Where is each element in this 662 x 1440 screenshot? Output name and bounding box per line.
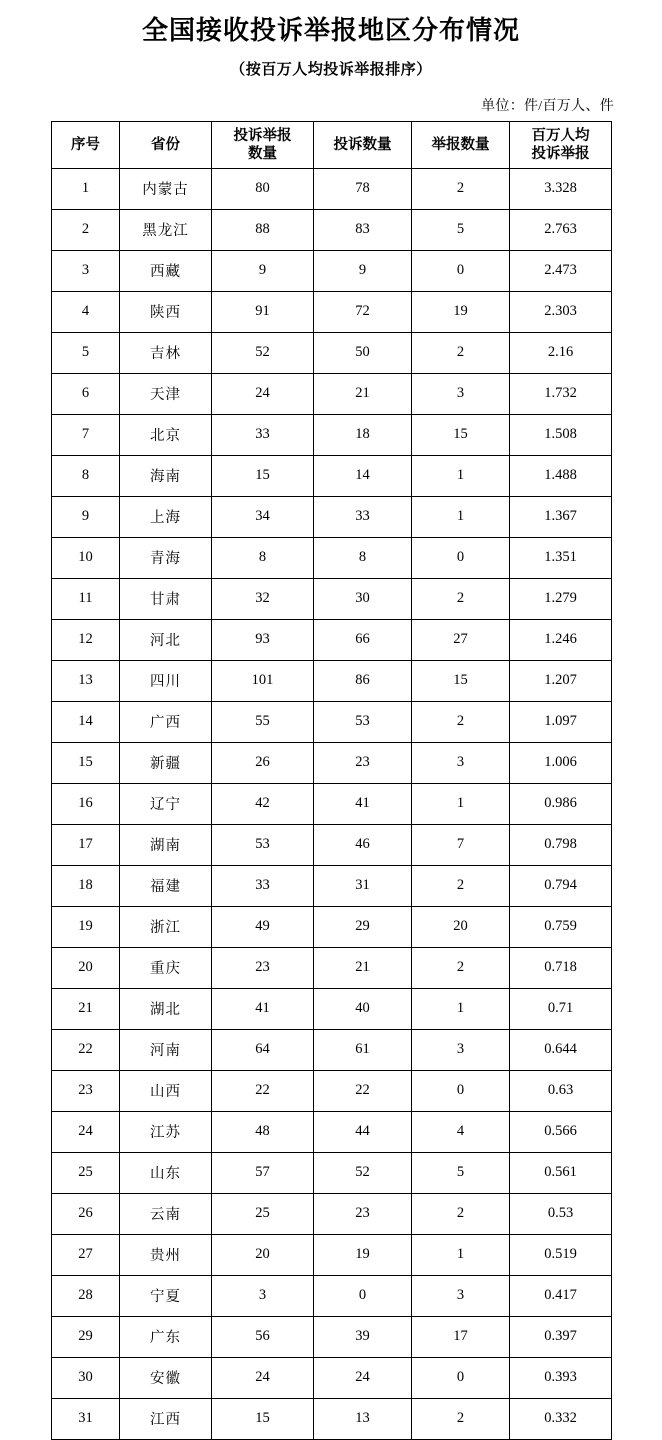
cell-index: 22: [52, 1029, 120, 1070]
cell-total: 34: [212, 496, 314, 537]
cell-reports: 15: [412, 414, 510, 455]
page-subtitle: （按百万人均投诉举报排序）: [230, 61, 432, 78]
cell-total: 48: [212, 1111, 314, 1152]
cell-reports: 0: [412, 537, 510, 578]
cell-complaints: 9: [314, 250, 412, 291]
table-row: [52, 947, 612, 988]
cell-index: 1: [52, 168, 120, 209]
cell-per-million: 2.473: [510, 250, 612, 291]
cell-province: 北京: [120, 414, 212, 455]
cell-province: 云南: [120, 1193, 212, 1234]
cell-index: 15: [52, 742, 120, 783]
document-page: [0, 14, 662, 1440]
cell-per-million: 0.63: [510, 1070, 612, 1111]
cell-per-million: 1.732: [510, 373, 612, 414]
cell-province: 青海: [120, 537, 212, 578]
cell-province: 湖北: [120, 988, 212, 1029]
table-row: [52, 373, 612, 414]
cell-complaints: 46: [314, 824, 412, 865]
cell-total: 41: [212, 988, 314, 1029]
cell-complaints: 53: [314, 701, 412, 742]
table-row: [52, 701, 612, 742]
cell-reports: 2: [412, 701, 510, 742]
cell-total: 33: [212, 414, 314, 455]
table-row: [52, 1275, 612, 1316]
cell-complaints: 33: [314, 496, 412, 537]
cell-index: 23: [52, 1070, 120, 1111]
cell-province: 贵州: [120, 1234, 212, 1275]
table-row: [52, 496, 612, 537]
cell-complaints: 21: [314, 373, 412, 414]
cell-complaints: 66: [314, 619, 412, 660]
cell-reports: 1: [412, 455, 510, 496]
cell-total: 80: [212, 168, 314, 209]
cell-index: 25: [52, 1152, 120, 1193]
cell-index: 30: [52, 1357, 120, 1398]
cell-province: 四川: [120, 660, 212, 701]
table-row: [52, 619, 612, 660]
cell-reports: 2: [412, 1398, 510, 1439]
cell-total: 23: [212, 947, 314, 988]
cell-index: 26: [52, 1193, 120, 1234]
column-header-per-million-line2: 投诉举报: [531, 145, 590, 162]
cell-reports: 2: [412, 947, 510, 988]
column-header-per-million-line1: 百万人均: [531, 127, 590, 144]
cell-total: 9: [212, 250, 314, 291]
cell-total: 26: [212, 742, 314, 783]
cell-complaints: 50: [314, 332, 412, 373]
cell-per-million: 2.16: [510, 332, 612, 373]
cell-total: 8: [212, 537, 314, 578]
table-row: [52, 783, 612, 824]
cell-complaints: 31: [314, 865, 412, 906]
cell-reports: 27: [412, 619, 510, 660]
cell-province: 陕西: [120, 291, 212, 332]
table-row: [52, 332, 612, 373]
cell-reports: 0: [412, 1357, 510, 1398]
cell-complaints: 19: [314, 1234, 412, 1275]
cell-index: 18: [52, 865, 120, 906]
cell-index: 29: [52, 1316, 120, 1357]
table-row: [52, 414, 612, 455]
cell-index: 12: [52, 619, 120, 660]
cell-province: 内蒙古: [120, 168, 212, 209]
cell-reports: 2: [412, 578, 510, 619]
cell-per-million: 1.351: [510, 537, 612, 578]
cell-reports: 5: [412, 1152, 510, 1193]
cell-index: 14: [52, 701, 120, 742]
cell-province: 宁夏: [120, 1275, 212, 1316]
cell-index: 31: [52, 1398, 120, 1439]
page-title: 全国接收投诉举报地区分布情况: [141, 16, 520, 45]
cell-province: 江西: [120, 1398, 212, 1439]
cell-complaints: 78: [314, 168, 412, 209]
table-row: [52, 455, 612, 496]
cell-province: 新疆: [120, 742, 212, 783]
cell-per-million: 0.644: [510, 1029, 612, 1070]
table-row: [52, 1152, 612, 1193]
column-header-per-million: [510, 121, 612, 168]
cell-reports: 17: [412, 1316, 510, 1357]
table-row: [52, 1398, 612, 1439]
cell-reports: 3: [412, 1275, 510, 1316]
cell-total: 24: [212, 1357, 314, 1398]
cell-reports: 2: [412, 332, 510, 373]
cell-province: 浙江: [120, 906, 212, 947]
cell-total: 56: [212, 1316, 314, 1357]
cell-complaints: 14: [314, 455, 412, 496]
cell-province: 河北: [120, 619, 212, 660]
cell-total: 25: [212, 1193, 314, 1234]
column-header-total-line1: 投诉举报: [233, 127, 292, 144]
cell-province: 甘肃: [120, 578, 212, 619]
cell-total: 64: [212, 1029, 314, 1070]
table-row: [52, 1029, 612, 1070]
cell-province: 山西: [120, 1070, 212, 1111]
cell-complaints: 40: [314, 988, 412, 1029]
table-row: [52, 291, 612, 332]
cell-per-million: 3.328: [510, 168, 612, 209]
cell-index: 10: [52, 537, 120, 578]
cell-complaints: 30: [314, 578, 412, 619]
table-container: [51, 121, 611, 1440]
cell-province: 海南: [120, 455, 212, 496]
table-row: [52, 1070, 612, 1111]
cell-complaints: 13: [314, 1398, 412, 1439]
table-row: [52, 988, 612, 1029]
cell-complaints: 39: [314, 1316, 412, 1357]
cell-per-million: 1.097: [510, 701, 612, 742]
cell-province: 吉林: [120, 332, 212, 373]
cell-total: 52: [212, 332, 314, 373]
cell-province: 天津: [120, 373, 212, 414]
table-row: [52, 906, 612, 947]
cell-complaints: 23: [314, 1193, 412, 1234]
cell-province: 河南: [120, 1029, 212, 1070]
cell-index: 17: [52, 824, 120, 865]
cell-complaints: 24: [314, 1357, 412, 1398]
cell-complaints: 22: [314, 1070, 412, 1111]
cell-per-million: 1.508: [510, 414, 612, 455]
cell-province: 西藏: [120, 250, 212, 291]
cell-province: 福建: [120, 865, 212, 906]
table-row: [52, 1234, 612, 1275]
cell-complaints: 86: [314, 660, 412, 701]
cell-reports: 2: [412, 1193, 510, 1234]
cell-reports: 19: [412, 291, 510, 332]
cell-total: 20: [212, 1234, 314, 1275]
table-row: [52, 168, 612, 209]
cell-reports: 3: [412, 373, 510, 414]
cell-index: 2: [52, 209, 120, 250]
cell-reports: 3: [412, 742, 510, 783]
cell-province: 江苏: [120, 1111, 212, 1152]
table-body: [52, 168, 612, 1439]
cell-total: 93: [212, 619, 314, 660]
cell-total: 3: [212, 1275, 314, 1316]
cell-complaints: 52: [314, 1152, 412, 1193]
column-header-complaints: 投诉数量: [314, 121, 412, 168]
cell-total: 15: [212, 455, 314, 496]
cell-reports: 1: [412, 988, 510, 1029]
cell-per-million: 0.417: [510, 1275, 612, 1316]
cell-reports: 1: [412, 1234, 510, 1275]
cell-reports: 2: [412, 865, 510, 906]
cell-total: 101: [212, 660, 314, 701]
cell-per-million: 0.393: [510, 1357, 612, 1398]
cell-province: 上海: [120, 496, 212, 537]
cell-province: 安徽: [120, 1357, 212, 1398]
cell-per-million: 0.794: [510, 865, 612, 906]
cell-per-million: 0.566: [510, 1111, 612, 1152]
column-header-total: [212, 121, 314, 168]
cell-reports: 0: [412, 250, 510, 291]
cell-per-million: 0.561: [510, 1152, 612, 1193]
cell-per-million: 1.207: [510, 660, 612, 701]
cell-index: 28: [52, 1275, 120, 1316]
table-row: [52, 1316, 612, 1357]
cell-reports: 7: [412, 824, 510, 865]
cell-index: 13: [52, 660, 120, 701]
cell-per-million: 0.986: [510, 783, 612, 824]
cell-total: 91: [212, 291, 314, 332]
table-row: [52, 1111, 612, 1152]
cell-per-million: 0.53: [510, 1193, 612, 1234]
cell-reports: 0: [412, 1070, 510, 1111]
cell-total: 15: [212, 1398, 314, 1439]
cell-total: 55: [212, 701, 314, 742]
distribution-table: [51, 121, 612, 1440]
cell-per-million: 0.759: [510, 906, 612, 947]
cell-per-million: 1.246: [510, 619, 612, 660]
table-header: [52, 121, 612, 168]
cell-reports: 1: [412, 783, 510, 824]
cell-per-million: 1.279: [510, 578, 612, 619]
cell-reports: 15: [412, 660, 510, 701]
cell-complaints: 18: [314, 414, 412, 455]
table-row: [52, 1193, 612, 1234]
table-header-row: [52, 121, 612, 168]
cell-complaints: 29: [314, 906, 412, 947]
cell-per-million: 0.519: [510, 1234, 612, 1275]
cell-total: 33: [212, 865, 314, 906]
cell-complaints: 8: [314, 537, 412, 578]
cell-reports: 20: [412, 906, 510, 947]
cell-index: 4: [52, 291, 120, 332]
column-header-index: 序号: [52, 121, 120, 168]
table-row: [52, 1357, 612, 1398]
cell-complaints: 21: [314, 947, 412, 988]
column-header-total-line2: 数量: [248, 145, 277, 162]
cell-complaints: 83: [314, 209, 412, 250]
cell-complaints: 72: [314, 291, 412, 332]
cell-total: 24: [212, 373, 314, 414]
cell-reports: 4: [412, 1111, 510, 1152]
cell-index: 27: [52, 1234, 120, 1275]
cell-province: 山东: [120, 1152, 212, 1193]
table-row: [52, 209, 612, 250]
cell-reports: 1: [412, 496, 510, 537]
cell-index: 3: [52, 250, 120, 291]
cell-province: 重庆: [120, 947, 212, 988]
column-header-province: 省份: [120, 121, 212, 168]
cell-index: 11: [52, 578, 120, 619]
cell-per-million: 0.71: [510, 988, 612, 1029]
cell-total: 22: [212, 1070, 314, 1111]
cell-reports: 2: [412, 168, 510, 209]
cell-index: 21: [52, 988, 120, 1029]
cell-complaints: 23: [314, 742, 412, 783]
table-row: [52, 742, 612, 783]
cell-index: 19: [52, 906, 120, 947]
cell-province: 辽宁: [120, 783, 212, 824]
cell-index: 16: [52, 783, 120, 824]
column-header-reports: 举报数量: [412, 121, 510, 168]
cell-total: 57: [212, 1152, 314, 1193]
cell-province: 黑龙江: [120, 209, 212, 250]
cell-total: 88: [212, 209, 314, 250]
cell-index: 8: [52, 455, 120, 496]
cell-per-million: 1.488: [510, 455, 612, 496]
cell-total: 32: [212, 578, 314, 619]
cell-total: 53: [212, 824, 314, 865]
cell-complaints: 0: [314, 1275, 412, 1316]
table-row: [52, 865, 612, 906]
cell-per-million: 1.367: [510, 496, 612, 537]
cell-index: 6: [52, 373, 120, 414]
cell-index: 24: [52, 1111, 120, 1152]
cell-per-million: 1.006: [510, 742, 612, 783]
cell-per-million: 0.397: [510, 1316, 612, 1357]
table-row: [52, 660, 612, 701]
cell-reports: 3: [412, 1029, 510, 1070]
cell-index: 9: [52, 496, 120, 537]
cell-per-million: 0.718: [510, 947, 612, 988]
cell-province: 广西: [120, 701, 212, 742]
cell-complaints: 61: [314, 1029, 412, 1070]
cell-total: 42: [212, 783, 314, 824]
table-row: [52, 578, 612, 619]
table-row: [52, 824, 612, 865]
cell-per-million: 0.798: [510, 824, 612, 865]
table-row: [52, 250, 612, 291]
cell-complaints: 44: [314, 1111, 412, 1152]
cell-total: 49: [212, 906, 314, 947]
cell-province: 广东: [120, 1316, 212, 1357]
cell-per-million: 0.332: [510, 1398, 612, 1439]
table-row: [52, 537, 612, 578]
cell-index: 5: [52, 332, 120, 373]
unit-note: 单位：件/百万人、件: [481, 98, 614, 114]
cell-province: 湖南: [120, 824, 212, 865]
cell-per-million: 2.303: [510, 291, 612, 332]
cell-index: 20: [52, 947, 120, 988]
cell-complaints: 41: [314, 783, 412, 824]
cell-per-million: 2.763: [510, 209, 612, 250]
cell-index: 7: [52, 414, 120, 455]
cell-reports: 5: [412, 209, 510, 250]
